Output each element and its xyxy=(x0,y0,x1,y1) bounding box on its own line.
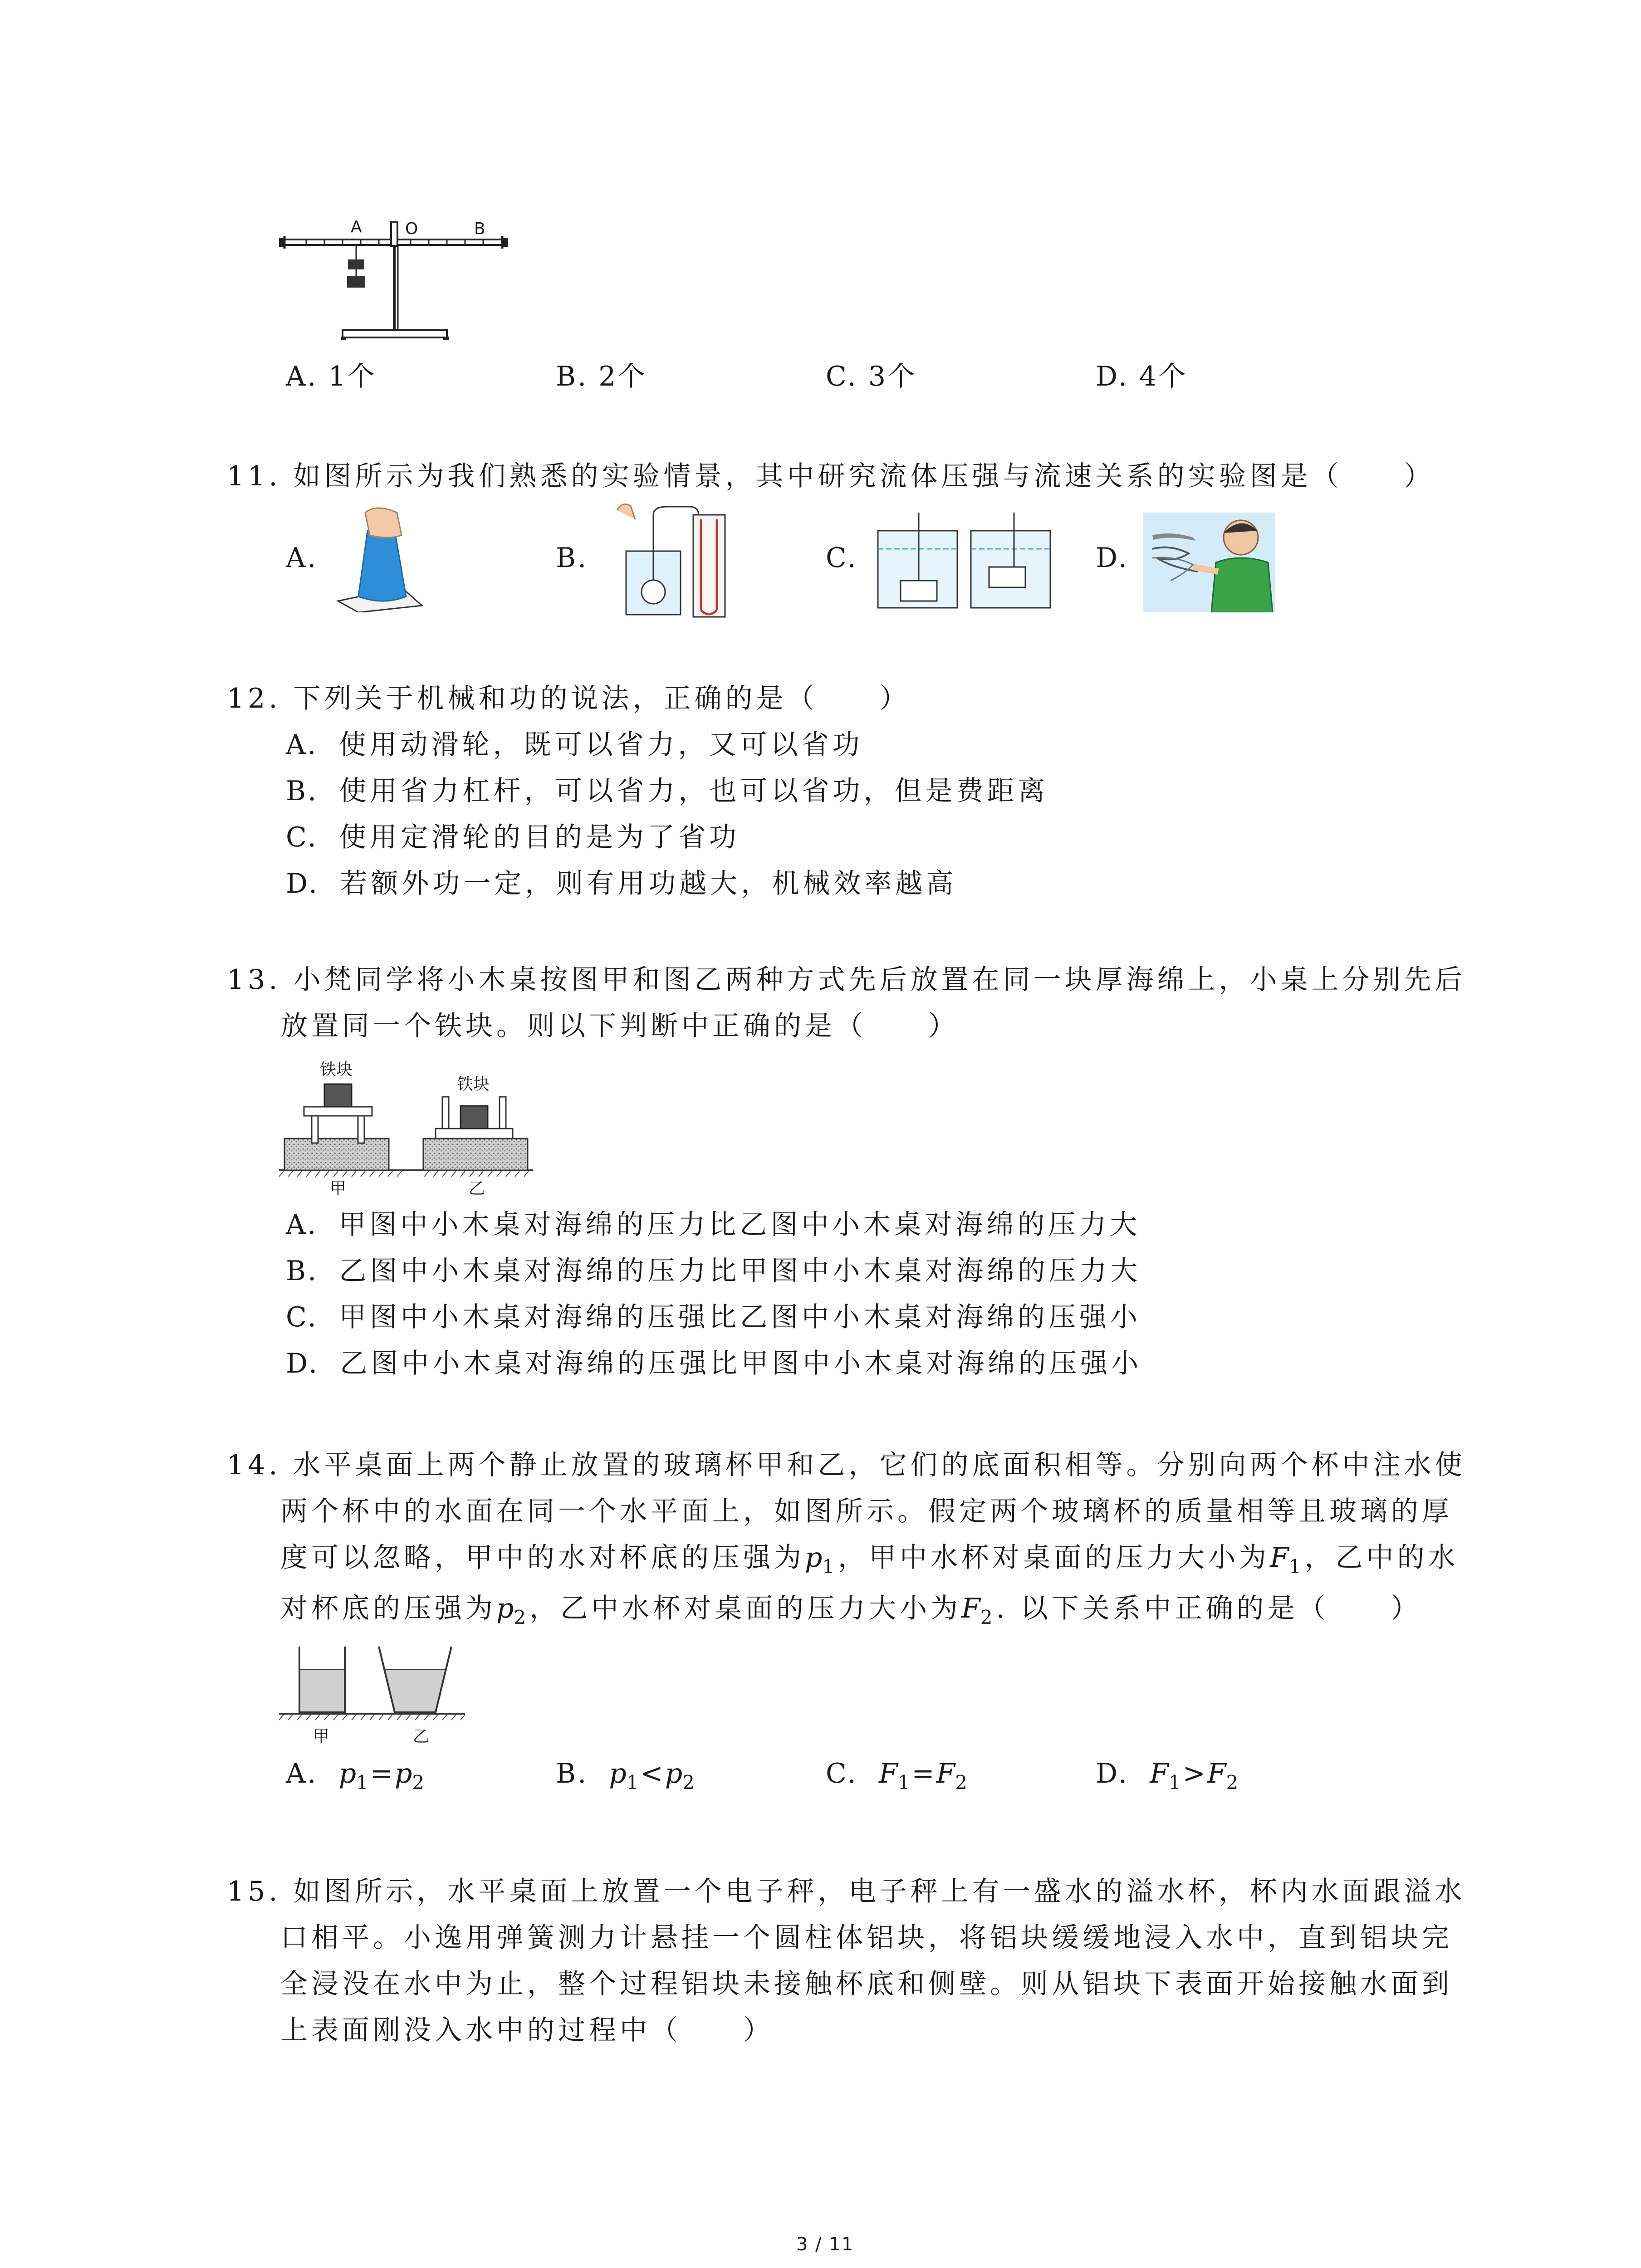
q13-label-iron-block-1: 铁块 xyxy=(320,1061,353,1079)
q15-stem-line1: 15. 如图所示，水平桌面上放置一个电子秤，电子秤上有一盛水的溢水杯，杯内水面跟溢水 xyxy=(227,1876,1466,1907)
q14-option-c[interactable]: C. $F_1=F_2$ xyxy=(826,1758,970,1794)
q12-option-d[interactable]: D. 若额外功一定，则有用功越大，机械效率越高 xyxy=(286,868,957,899)
q11-option-b-letter[interactable]: B. xyxy=(556,542,588,574)
q14-option-d[interactable]: D. $F_1>F_2$ xyxy=(1096,1758,1240,1794)
q11-option-a-letter[interactable]: A. xyxy=(286,542,318,574)
q11-figure-d-blowing-paper[interactable] xyxy=(1143,513,1275,612)
q13-option-c[interactable]: C. 甲图中小木桌对海绵的压强比乙图中小木桌对海绵的压强小 xyxy=(286,1301,1141,1333)
q13-option-d[interactable]: D. 乙图中小木桌对海绵的压强比甲图中小木桌对海绵的压强小 xyxy=(286,1348,1142,1379)
question-number: 11. xyxy=(227,460,281,492)
question-number: 12. xyxy=(227,683,281,714)
q15-stem-line2: 口相平。小逸用弹簧测力计悬挂一个圆柱体铝块，将铝块缓缓地浸入水中，直到铝块完 xyxy=(280,1922,1453,1954)
q14-stem-line1: 14. 水平桌面上两个静止放置的玻璃杯甲和乙，它们的底面积相等。分别向两个杯中注水使 xyxy=(227,1449,1466,1481)
q10-option-c[interactable]: C. 3个 xyxy=(826,361,917,392)
q12-option-b[interactable]: B. 使用省力杠杆，可以省力，也可以省功，但是费距离 xyxy=(286,775,1049,807)
q11-figure-c-pressure-probe[interactable] xyxy=(873,513,1055,612)
q14-stem-line2: 两个杯中的水面在同一个水平面上，如图所示。假定两个玻璃杯的质量相等且玻璃的厚 xyxy=(280,1496,1453,1527)
q11-figure-b-manometer[interactable] xyxy=(603,501,730,619)
q14-stem-line3: 度可以忽略，甲中的水对杯底的压强为$p_1$，甲中水杯对桌面的压力大小为$F_1$，乙中的水 xyxy=(280,1542,1459,1578)
q14-label-jia: 甲 xyxy=(313,1727,330,1746)
q13-label-jia: 甲 xyxy=(330,1179,347,1198)
q13-option-a[interactable]: A. 甲图中小木桌对海绵的压力比乙图中小木桌对海绵的压力大 xyxy=(286,1209,1141,1241)
q12-option-c[interactable]: C. 使用定滑轮的目的是为了省功 xyxy=(286,821,740,853)
q13-label-iron-block-2: 铁块 xyxy=(457,1075,490,1094)
q10-option-a[interactable]: A. 1个 xyxy=(286,361,377,392)
q13-table-sponge-figure xyxy=(279,1057,533,1198)
lever-label-o: O xyxy=(405,220,418,238)
q10-option-d[interactable]: D. 4个 xyxy=(1096,361,1188,392)
question-number: 15. xyxy=(227,1876,281,1907)
lever-figure xyxy=(279,218,515,354)
q14-glasses-figure xyxy=(279,1642,470,1751)
question-number: 14. xyxy=(227,1449,281,1481)
q13-stem-line1: 13. 小梵同学将小木桌按图甲和图乙两种方式先后放置在同一块厚海绵上，小桌上分别先后 xyxy=(227,964,1466,996)
q14-label-yi: 乙 xyxy=(413,1727,430,1746)
q13-option-b[interactable]: B. 乙图中小木桌对海绵的压力比甲图中小木桌对海绵的压力大 xyxy=(286,1255,1141,1287)
q11-option-d-letter[interactable]: D. xyxy=(1096,542,1129,574)
page-number: 3 / 11 xyxy=(796,2234,854,2255)
q14-stem-line4: 对杯底的压强为$p_2$，乙中水杯对桌面的压力大小为$F_2$. 以下关系中正确的是（ ） xyxy=(280,1593,1422,1628)
q13-stem-line2: 放置同一个铁块。则以下判断中正确的是（ ） xyxy=(280,1010,959,1042)
q11-option-c-letter[interactable]: C. xyxy=(826,542,858,574)
q15-stem-line3: 全浸没在水中为止，整个过程铝块未接触杯底和侧壁。则从铝块下表面开始接触水面到 xyxy=(280,1968,1453,2000)
q11-stem: 11. 如图所示为我们熟悉的实验情景，其中研究流体压强与流速关系的实验图是（ ） xyxy=(227,460,1435,492)
q13-label-yi: 乙 xyxy=(469,1179,485,1198)
q14-option-b[interactable]: B. $p_1<p_2$ xyxy=(556,1758,696,1794)
question-number: 13. xyxy=(227,964,281,996)
q12-stem: 12. 下列关于机械和功的说法，正确的是（ ） xyxy=(227,683,911,714)
q14-option-a[interactable]: A. $p_1=p_2$ xyxy=(286,1758,426,1794)
lever-label-a: A xyxy=(351,218,362,236)
lever-label-b: B xyxy=(474,220,485,238)
q12-option-a[interactable]: A. 使用动滑轮，既可以省力，又可以省功 xyxy=(286,729,863,761)
q11-figure-a-cup-card[interactable] xyxy=(333,503,424,612)
q10-option-b[interactable]: B. 2个 xyxy=(556,361,647,392)
q15-stem-line4: 上表面刚没入水中的过程中（ ） xyxy=(280,2014,774,2046)
